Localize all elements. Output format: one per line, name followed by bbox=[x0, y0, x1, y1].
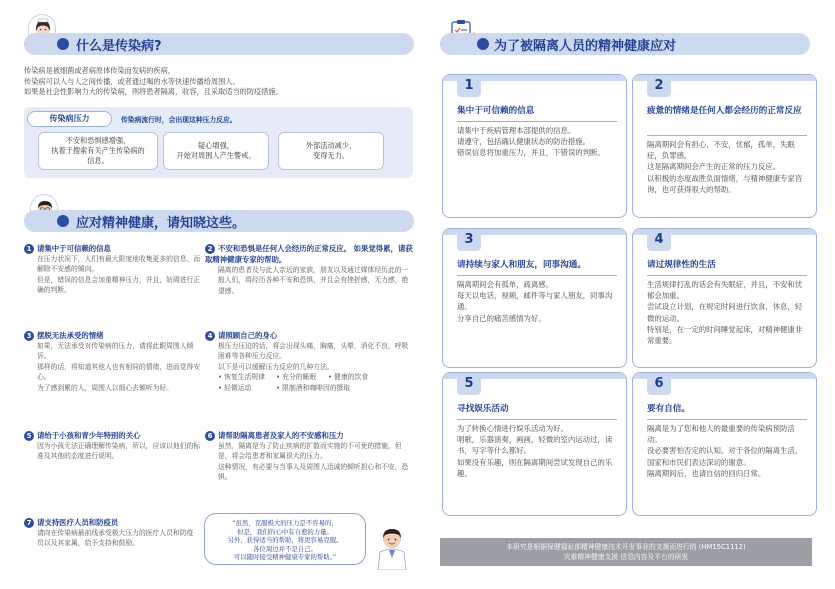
tip-item-4 bbox=[205, 330, 413, 393]
encouragement-speech-bubble: “虽然，克服极大的压力是不容易的， 但是，我们的心中有自愈的力量。 另外，获得适当的帮助，将更容易克服。 各位周边并不是自己。 可以随时接受精神健康专家的帮助。” bbox=[204, 513, 366, 565]
method-exercise: • 轻微运动 bbox=[218, 383, 252, 392]
card-divider bbox=[647, 275, 807, 276]
card-5 bbox=[442, 372, 627, 516]
card-divider bbox=[457, 275, 617, 276]
card-number: 2 bbox=[647, 75, 671, 97]
card-body: 生活规律打乱的话会有失眠症，并且，不安和忧郁会加重。 尝试设立计划，在规定时间进行饮食，休息，轻微的运动。 特别是，在一定的时间睡觉起床，对精神健康非常重要。 bbox=[647, 280, 803, 346]
tip-title: 请帮助隔离患者及家人的不安感和压力 bbox=[218, 431, 344, 440]
section-title: 为了被隔离人员的精神健康应对 bbox=[494, 39, 677, 54]
tip-item-6 bbox=[205, 430, 413, 483]
section-quarantine-header bbox=[440, 33, 810, 55]
intro-line: 如果是社会性影响力大的传染病，则将患者隔离，收容，且采取适当的防疫措施。 bbox=[24, 87, 283, 97]
card-3 bbox=[442, 228, 627, 368]
section-what-is-infectious-header bbox=[24, 33, 414, 55]
tip-item-3 bbox=[24, 330, 204, 393]
tip-body: 请向在传染病最前线承受极大压力的医疗人员和防疫员以及其家属，给予支持和鼓励。 bbox=[37, 529, 194, 548]
card-divider bbox=[457, 121, 617, 122]
tip-body: 虽然，隔离是为了防止疾病的扩散而实施的不可免的措施，但是，将会给患者和家属很大的压力。 这种情况，有必要与当事人及周围人迅诚的倾听担心和不安，恐惧。 bbox=[218, 442, 409, 482]
number-badge: 2 bbox=[205, 244, 215, 254]
card-number: 1 bbox=[457, 75, 481, 97]
tip-title: 请集中于可信赖的信息 bbox=[37, 244, 111, 253]
doctor-figure-icon bbox=[372, 522, 412, 570]
card-2 bbox=[632, 74, 817, 218]
card-title: 疲惫的情绪是任何人都会经历的正常反应 bbox=[647, 106, 802, 116]
tip-title: 摆脱无法承受的情绪 bbox=[37, 331, 104, 340]
number-badge: 1 bbox=[24, 244, 34, 254]
tip-item-2 bbox=[205, 243, 413, 296]
card-body: 隔离期间会有孤单，疏离感。 每天以电话，视频，邮件等与家人朋友，同事沟通。 分享自己的痛苦感情为好。 bbox=[457, 280, 613, 323]
tip-body: 因为小孩无法正确理解传染病，所以，应该以他们的标准及其他的态度进行说明。 bbox=[37, 442, 201, 461]
section-mental-health-header bbox=[24, 210, 414, 232]
card-6 bbox=[632, 372, 817, 516]
card-number: 6 bbox=[647, 373, 671, 395]
section-title: 什么是传染病? bbox=[76, 39, 162, 54]
stress-box-anxiety: 不安和恐惧感增强， 执着于搜索有关产生传染病的 信息。 bbox=[38, 132, 158, 170]
tip-title: 请支持医疗人员和防疫员 bbox=[37, 518, 119, 527]
bullet-dot-icon bbox=[57, 215, 69, 227]
stress-box-suspicion: 疑心增强， 开始对周围人产生警戒。 bbox=[163, 132, 269, 170]
method-diet: • 健康的饮食 bbox=[328, 373, 369, 382]
tip-title: 请照顾自己的身心 bbox=[218, 331, 278, 340]
tip-body: 隔离的患者及与此人亲近的家族，朋友以及通过媒体经历此的一般人们，将经历各种不安和恐惧，并且会有挫折感，无力感，绝望感。 bbox=[218, 266, 409, 295]
tip-item-7 bbox=[24, 517, 199, 549]
stress-label: 传染病压力 bbox=[27, 111, 112, 127]
intro-line: 传染病是被细菌或者病原体传染而发病的疾病。 bbox=[24, 66, 175, 75]
tip-methods bbox=[205, 372, 413, 393]
footer-line-2: 灾难精神健康支援 信息内容及平台的研发 bbox=[563, 553, 689, 561]
card-number: 3 bbox=[457, 229, 481, 251]
card-number: 5 bbox=[457, 373, 481, 395]
tip-body: 如果，无法承受对传染病的压力，请将此跟周围人倾诉。 那样的话，将知道其他人也有相同的情绪，进而觉得安心。 为了感到累的人，周围人以细心去倾听为好。 bbox=[37, 342, 201, 392]
intro-line: 传染病可以人与人之间传播，或者通过喝的水等快速传播给周围人。 bbox=[24, 76, 240, 86]
number-badge: 5 bbox=[24, 431, 34, 441]
number-badge: 6 bbox=[205, 431, 215, 441]
card-body: 请集中于疾病管理本部提供的信息。 请遵守，包括确认健康状态的防治措施。 错误信息将加重压力，并且，下错误的判断。 bbox=[457, 126, 605, 158]
card-title: 集中于可信赖的信息 bbox=[457, 106, 535, 116]
method-limit-alcohol: • 限制酒和咖啡因的摄取 bbox=[276, 383, 351, 392]
tip-body: 极压力压迫的话，将会出现头痛，胸痛，头晕，消化不良，呼吸困难等各种压力反应。 以下是可以缓解压力反应的几种方法。 bbox=[218, 342, 409, 371]
bullet-dot-icon bbox=[477, 38, 489, 50]
card-1 bbox=[442, 74, 627, 218]
card-title: 请持续与家人和朋友，同事沟通。 bbox=[457, 260, 586, 270]
card-divider bbox=[647, 135, 807, 136]
card-number: 4 bbox=[647, 229, 671, 251]
number-badge: 4 bbox=[205, 331, 215, 341]
tip-item-1 bbox=[24, 243, 204, 296]
method-routine: • 恢复生活规律 bbox=[218, 373, 265, 382]
funding-footer bbox=[440, 538, 812, 566]
tip-body: 在压力状况下，人们有最大限度地收集更多的信息、而解除不安感的倾向。 但是，错误的信息会加重精神压力，并且，妨碍进行正确的判断。 bbox=[37, 255, 201, 295]
stress-box-lethargy: 外部活动减少， 变得无力。 bbox=[278, 132, 384, 170]
tip-item-5 bbox=[24, 430, 204, 462]
card-body: 隔离期间会有担心，不安，忧郁，孤单，失眠症，负罪感。 这是隔离期间会产生的正常的压力反应。 以积极的态度战胜负面情绪，与精神健康专家咨询，也可获得很大的帮助。 bbox=[647, 140, 803, 194]
card-title: 寻找娱乐活动 bbox=[457, 404, 509, 414]
tip-title: 请给于小孩和青少年特别的关心 bbox=[37, 431, 141, 440]
card-body: 隔离是为了您和他人的最重要的传染病预防活动。 没必要害怕否定的认知。对于各位的隔离生活，国家和市民们表达深切的谢意。 隔离期间后，也请自信的回归日常。 bbox=[647, 424, 803, 478]
card-body: 为了转换心情进行娱乐活动为好。 唱歌，乐器演奏，画画，轻微的室内运动过，读书，写字等什么都好。 如果没有乐趣，则在隔离期间尝试发现自己的乐趣。 bbox=[457, 424, 613, 478]
card-divider bbox=[647, 419, 807, 420]
number-badge: 3 bbox=[24, 331, 34, 341]
stress-note: 传染病流行时，会出现这种压力反应。 bbox=[121, 116, 237, 124]
section-title: 应对精神健康，请知晓这些。 bbox=[76, 216, 246, 231]
intro-paragraph bbox=[24, 66, 414, 98]
card-divider bbox=[457, 419, 617, 420]
card-title: 要有自信。 bbox=[647, 404, 690, 414]
number-badge: 7 bbox=[24, 518, 34, 528]
tip-title: 不安和恐惧是任何人会经历的正常反应。 如果觉得累，请获取精神健康专家的帮助。 bbox=[205, 244, 413, 264]
card-4 bbox=[632, 228, 817, 368]
method-sleep: • 充分的睡眠 bbox=[276, 373, 317, 382]
footer-line-1: 本研究是根据保健福祉部精神健康技术开发事业的支援而进行的 (HM15C1112) bbox=[506, 543, 746, 551]
bullet-dot-icon bbox=[57, 38, 69, 50]
card-title: 请过规律性的生活 bbox=[647, 260, 716, 270]
